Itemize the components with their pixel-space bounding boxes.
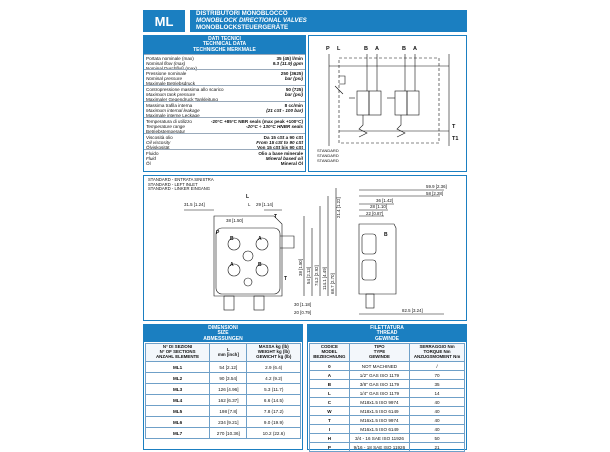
dimensions-cell-n: ML3 (146, 384, 210, 395)
tech-row-label-line: Fluido (146, 151, 159, 156)
tech-row-label (146, 103, 200, 118)
header-torque: SERRAGGIO Nm TORQUE Nm ANZUGSMOMENT Nm (410, 344, 465, 362)
tech-row-value (281, 71, 303, 81)
series-badge: ML (143, 10, 185, 32)
thread-cell-t: 3/4 - 16 SAE ISO 11926 (349, 434, 409, 443)
thread-cell-c: W (310, 407, 350, 416)
drawing-port-p: P (216, 230, 220, 236)
tech-row-value (285, 87, 303, 97)
thread-cell-t: 1/4" GAS ISO 1179 (349, 389, 409, 398)
dimensions-table (145, 343, 301, 439)
port-circle-center (243, 251, 253, 261)
side-body (359, 224, 396, 294)
tech-row-label (146, 71, 195, 86)
thread-cell-c: L (310, 389, 350, 398)
tech-row (144, 54, 305, 70)
dim-38-side: 38 [1.50] (298, 258, 303, 276)
thread-cell-q: 14 (410, 389, 465, 398)
drawing-port-b2: B (230, 236, 234, 242)
dimensions-band (144, 325, 302, 342)
tech-row-label-line: Betriebstemperatur (146, 129, 186, 134)
tech-row-label-line: Nominal pressure (146, 76, 182, 81)
tech-row-label-line: Pressione nominale (146, 71, 187, 76)
hydraulic-schematic (309, 36, 466, 171)
standard-it: STANDARD (317, 148, 339, 153)
thread-cell-t: M16x1.5 ISO 9974 (349, 416, 409, 425)
dimensions-cell-l: 198 [7.8] (210, 406, 247, 417)
thread-panel (307, 324, 467, 450)
port-label-p: P (326, 46, 330, 52)
thread-cell-q: 40 (410, 398, 465, 407)
thread-cell-q: 40 (410, 425, 465, 434)
thread-row (310, 371, 465, 380)
thread-cell-t: 1/2" GAS ISO 1179 (349, 371, 409, 380)
tech-row-label-line: Maximaler Gegendruck Tankleitung (146, 97, 218, 102)
band-it: DATI TECNICI (208, 36, 241, 42)
spool-2-box (395, 91, 407, 115)
tech-row-value-line: 50 (725) (285, 87, 303, 92)
dimensions-cell-n: ML6 (146, 417, 210, 428)
tech-row (144, 133, 305, 150)
caption-de: STANDARD - LINKER EINGANG (148, 186, 211, 192)
dimensions-cell-n: ML7 (146, 428, 210, 439)
title-en: MONOBLOCK DIRECTIONAL VALVES (196, 17, 307, 24)
thread-cell-c: A (310, 371, 350, 380)
thread-cell-t: M18x1.5 ISO 6149 (349, 407, 409, 416)
dimensions-cell-n: ML5 (146, 406, 210, 417)
dim-28: 28 [1.10] (370, 204, 388, 209)
port-circle-bottom (244, 278, 252, 286)
port-label-a2: A (413, 46, 417, 52)
tech-row (144, 149, 305, 166)
dimensions-row (146, 373, 301, 384)
thread-band-it: FILETTATURA (370, 325, 404, 331)
dimensions-cell-m: 2.9 (6.4) (247, 362, 301, 373)
technical-data-panel (143, 35, 306, 172)
dimensions-row (146, 395, 301, 406)
spool-cap-1 (224, 296, 234, 310)
thread-band-en: THREAD (376, 330, 398, 337)
tech-row-value-line: 35 (45) l/min (276, 56, 303, 61)
thread-row (310, 407, 465, 416)
thread-cell-c: I (310, 425, 350, 434)
thread-band-de: GEWINDE (375, 335, 399, 342)
header-mass: MASSA kg (lb) WEIGHT kg (lb) GEWICHT kg (lb) (247, 344, 301, 362)
schematic-body-outline (339, 58, 439, 143)
dim-59-9: 59.9 [2.36] (426, 184, 447, 189)
thread-cell-c: T (310, 416, 350, 425)
dimensions-cell-l: 234 [9.21] (210, 417, 247, 428)
thread-cell-q: 70 (410, 371, 465, 380)
dim-30: 30 [1.18] (294, 302, 312, 307)
dimensions-cell-l: 162 [6.37] (210, 395, 247, 406)
dimensions-panel (143, 324, 303, 450)
tech-row-value-line: Mineral Öl (280, 161, 303, 166)
tech-row-label-line: Portata nominale (max) (146, 56, 194, 61)
tech-row-value-line: 250 (3625) (280, 71, 303, 76)
header-code: CODICE MODEL BEZEICHNUNG (310, 344, 350, 362)
spool-1-box (357, 91, 369, 115)
tech-row-value-line: bar (psi) (284, 76, 303, 81)
dim-31-5: 31.5 [1.24] (184, 202, 205, 207)
spring-2 (397, 115, 405, 137)
dimensions-row (146, 384, 301, 395)
port-label-b1: B (364, 46, 368, 52)
drawing-port-t: T (274, 214, 278, 220)
tech-row-value (256, 135, 303, 150)
band-de: TECHNISCHE MERKMALE (193, 46, 256, 53)
port-label-t1: T1 (452, 136, 459, 142)
thread-row (310, 443, 465, 452)
thread-cell-c: C (310, 398, 350, 407)
thread-cell-c: H (310, 434, 350, 443)
tech-row-label-line: Maximale interne Leckage (146, 113, 200, 118)
tech-row-value-line: -20°C +85°C NBR seals (max peak +100°C) (210, 119, 303, 124)
tech-row-value (273, 56, 303, 66)
dim-82-5: 82.5 [3.24] (402, 308, 423, 313)
tech-row-label-line: Temperatura di utilizzo (146, 119, 192, 124)
dim-74-2: 74.2 [2.92] (314, 265, 319, 286)
relief-valve (339, 76, 345, 84)
tech-row-value (211, 119, 303, 129)
tech-row-label-line: Maximum tank pressure (146, 92, 196, 97)
thread-cell-c: P (310, 443, 350, 452)
band-en: TECHNICAL DATA (202, 41, 247, 48)
dimensions-row (146, 362, 301, 373)
tech-row-value-line: bar (psi) (284, 92, 303, 97)
drawing-port-a1: A (230, 262, 234, 268)
drawing-port-t2: T (284, 276, 288, 282)
port-label-a1: A (375, 46, 379, 52)
thread-row (310, 380, 465, 389)
dim-58: 58 [2.28] (426, 191, 444, 196)
tech-row-value-line: Mineral based oil (265, 156, 303, 161)
tech-row-label-line: Nominal Durchfluß (max) (146, 66, 198, 71)
thread-row (310, 389, 465, 398)
tech-row-value-line: Olio a base minerale (258, 151, 303, 156)
dimensions-cell-l: 270 [10.36] (210, 428, 247, 439)
thread-cell-t: NOT MACHINED (349, 362, 409, 371)
thread-row (310, 434, 465, 443)
thread-cell-t: M18x1.5 ISO 9974 (349, 398, 409, 407)
tech-row-value-line: Von 15 cSt bis 90 cSt (257, 145, 303, 150)
dimensions-cell-l: 90 [3.54] (210, 373, 247, 384)
tech-row-label (146, 135, 173, 150)
thread-table (309, 343, 465, 452)
tech-row-label-line: Maximale Betriebsdruck (146, 81, 196, 86)
thread-band (308, 325, 466, 342)
tech-row-label (146, 87, 224, 102)
header-l: L mm [inch] (210, 344, 247, 362)
title-de: MONOBLOCKSTEUERGERÄTE (196, 24, 289, 31)
dimension-drawing-panel (143, 175, 467, 321)
dim-36: 36 [1.42] (376, 198, 394, 203)
tech-row-value-line: Da 15 cSt a 90 cSt (263, 135, 303, 140)
dimensions-cell-l: 54 [2.12] (210, 362, 247, 373)
side-port-bottom (362, 260, 376, 280)
header-type: TIPO TYPE GEWINDE (349, 344, 409, 362)
header-sections: N° DI SEZIONI N° OF SECTIONS ANZAHL ELEMENTE (146, 344, 210, 362)
dimensions-cell-m: 10.2 (22.6) (247, 428, 301, 439)
dim-20: 20 [0.79] (294, 310, 312, 315)
dimensions-cell-m: 7.8 (17.2) (247, 406, 301, 417)
thread-cell-t: 9/16 - 18 SAE ISO 11926 (349, 443, 409, 452)
dim-38-top: 38 [1.50] (226, 218, 244, 223)
standard-de: STANDARD (317, 158, 339, 163)
dim-68-7: 68.7 [2.70] (330, 273, 335, 294)
tech-row-value (266, 103, 303, 113)
dimensions-cell-n: ML4 (146, 395, 210, 406)
drawing-port-b1: B (258, 262, 262, 268)
dimensions-cell-l: 126 [4.96] (210, 384, 247, 395)
valve-drawing (144, 176, 466, 320)
dimensions-cell-m: 6.6 (14.5) (247, 395, 301, 406)
dim-54: 54 [2.13] (306, 266, 311, 284)
thread-row (310, 416, 465, 425)
caption-en: STANDARD - LEFT INLET (148, 181, 198, 187)
thread-cell-q: 35 (410, 380, 465, 389)
thread-cell-t: 3/8" GAS ISO 1179 (349, 380, 409, 389)
header-title (196, 10, 307, 31)
dimensions-row (146, 428, 301, 439)
side-spool-cap (366, 294, 374, 308)
spool-cap-2 (254, 296, 264, 310)
spool-1-box-b (369, 91, 381, 115)
dim-l: L (248, 202, 251, 207)
dim-band-de: ABMESSUNGEN (203, 335, 243, 342)
caption-it: STANDARD - ENTRATA SINISTRA (148, 177, 214, 182)
port-label-t: T (452, 124, 456, 130)
tech-row-label-line: Nominal flow (max) (146, 61, 186, 66)
standard-en: STANDARD (317, 153, 339, 158)
tech-row-label-line: Öl (146, 161, 151, 166)
tech-row-value (258, 151, 303, 166)
dim-band-it: DIMENSIONI (208, 325, 238, 331)
tech-row (144, 101, 305, 118)
thread-cell-c: B (310, 380, 350, 389)
thread-cell-q: 50 (410, 434, 465, 443)
dim-22: 22 [0.87] (366, 211, 384, 216)
dim-band-en: SIZE (217, 330, 229, 337)
drawing-port-side-b: B (384, 232, 388, 238)
port-label-b2: B (402, 46, 406, 52)
technical-data-band (144, 36, 305, 54)
drawing-port-a2: A (258, 236, 262, 242)
dimensions-cell-n: ML1 (146, 362, 210, 373)
tech-row-label (146, 151, 159, 166)
tech-row-label-line: Fluid (146, 156, 156, 161)
title-it: DISTRIBUTORI MONOBLOCCO (196, 10, 288, 17)
tech-row-label-line: Maximum internal leakage (146, 108, 200, 113)
port-label-l: L (337, 46, 341, 52)
tech-row-value-line: -20°C ÷ 130°C HNBR seals (245, 124, 303, 129)
tech-row-label-line: Contropressione massima allo scarico (146, 87, 224, 92)
thread-cell-t: M16x1.5 ISO 6149 (349, 425, 409, 434)
dimensions-row (146, 406, 301, 417)
thread-row (310, 425, 465, 434)
tech-row (144, 85, 305, 102)
tech-row (144, 69, 305, 86)
dim-29: 29 [1.14] (256, 202, 274, 207)
tech-row-label-line: Viscosità olio (146, 135, 173, 140)
spring-1 (359, 115, 367, 137)
thread-cell-q: / (410, 362, 465, 371)
thread-cell-q: 40 (410, 416, 465, 425)
tech-row-label-line: Ölviskosität (146, 145, 170, 150)
dimensions-cell-m: 5.3 (11.7) (247, 384, 301, 395)
tech-row-label (146, 119, 192, 134)
tech-row-value-line: From 15 cSt to 90 cSt (256, 140, 303, 145)
thread-row (310, 398, 465, 407)
thread-cell-q: 21 (410, 443, 465, 452)
hydraulic-schematic-panel (308, 35, 467, 172)
dimensions-row (146, 417, 301, 428)
tech-row-label-line: Massima trafila interna (146, 103, 193, 108)
tech-row-value-line: 8 cc/min (284, 103, 303, 108)
drawing-caption (148, 178, 214, 192)
dim-114-1: 114.1 [4.49] (322, 267, 327, 290)
dimensions-cell-m: 4.2 (9.2) (247, 373, 301, 384)
thread-cell-q: 40 (410, 407, 465, 416)
tech-row-label-line: Temperature range (146, 124, 185, 129)
spool-2-box-b (407, 91, 419, 115)
tech-row-value-line: 9.3 (11.9) gpm (272, 61, 303, 66)
dimensions-cell-n: ML2 (146, 373, 210, 384)
thread-row (310, 362, 465, 371)
tech-row-value-line: (21 cSt - 100 bar) (266, 108, 303, 113)
tech-row-label-line: Oil viscosity (146, 140, 171, 145)
drawing-port-l: L (246, 194, 250, 200)
side-port-top (362, 234, 376, 254)
dimensions-cell-m: 9.0 (19.9) (247, 417, 301, 428)
tech-row (144, 117, 305, 134)
thread-cell-c: 0 (310, 362, 350, 371)
dim-21-4: 21.4 [1.22] (336, 197, 341, 218)
